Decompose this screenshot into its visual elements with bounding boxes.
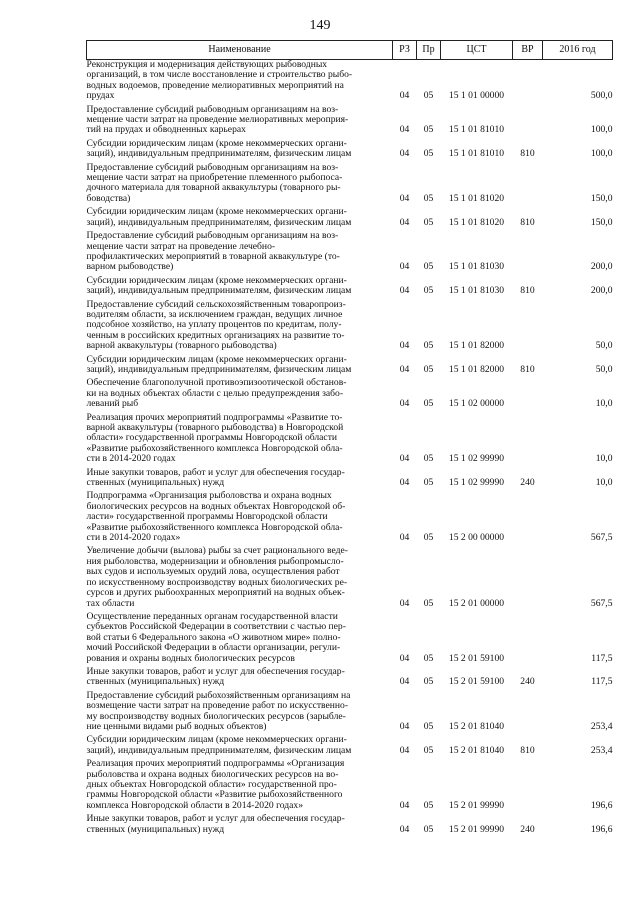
row-rz <box>393 413 417 468</box>
row-rz <box>393 612 417 667</box>
row-rz-text: 04 <box>399 363 410 375</box>
row-vr-text: 810 <box>520 148 535 160</box>
row-rz <box>393 355 417 379</box>
header-pr: Пр <box>417 41 441 60</box>
row-name-text: Реализация прочих мероприятий подпрограммы «Организация рыболовства и охрана водных биологических ресурсов на во- дных объектах Новгородской области» государственной про- граммы Новгородской области «Развитие рыбохозяйственного комплекса Новгородской области в 2014-2020 годах» <box>86 758 345 811</box>
row-vr <box>513 355 543 379</box>
row-cst-text: 15 2 01 81040 <box>448 744 505 756</box>
table-row <box>87 207 613 231</box>
row-pr <box>417 300 441 355</box>
row-pr-text: 05 <box>423 192 434 204</box>
row-cst <box>441 231 513 276</box>
row-pr <box>417 546 441 611</box>
row-vr-text: 810 <box>520 363 535 375</box>
row-vr-text: 240 <box>520 477 535 489</box>
row-cst-text: 15 1 01 81030 <box>448 261 505 273</box>
row-pr-text: 05 <box>423 532 434 544</box>
row-cst <box>441 300 513 355</box>
row-name-text: Предоставление субсидий рыбоводным организациям на воз- мещение части затрат на проведение лечебно- профилактических мероприятий в товарной аквакультуре (то- варном рыбоводстве) <box>86 230 340 273</box>
row-amount <box>543 276 613 300</box>
row-vr-text: 810 <box>520 744 535 756</box>
row-cst <box>441 105 513 139</box>
row-vr <box>513 300 543 355</box>
row-rz-text: 04 <box>399 799 410 811</box>
table-row <box>87 105 613 139</box>
row-vr <box>513 60 543 105</box>
row-rz-text: 04 <box>399 477 410 489</box>
row-cst-text: 15 2 01 00000 <box>448 597 505 609</box>
row-name-text: Субсидии юридическим лицам (кроме некоммерческих органи- заций), индивидуальным предпринимателям, физическим лицам <box>86 274 352 297</box>
row-cst-text: 15 1 01 81030 <box>448 285 505 297</box>
row-pr-text: 05 <box>423 652 434 664</box>
row-name <box>87 759 393 814</box>
row-name <box>87 105 393 139</box>
row-vr-text: 810 <box>520 285 535 297</box>
row-rz <box>393 814 417 838</box>
row-pr-text: 05 <box>423 453 434 465</box>
row-pr <box>417 691 441 736</box>
row-vr <box>513 612 543 667</box>
row-cst <box>441 468 513 492</box>
row-pr-text: 05 <box>423 398 434 410</box>
table-row <box>87 355 613 379</box>
row-rz-text: 04 <box>399 453 410 465</box>
row-amount-text: 196,6 <box>590 799 613 811</box>
row-cst <box>441 546 513 611</box>
table-header-row <box>87 41 613 60</box>
row-pr <box>417 759 441 814</box>
row-pr-text: 05 <box>423 124 434 136</box>
row-pr <box>417 163 441 208</box>
table-row <box>87 276 613 300</box>
row-amount <box>543 378 613 412</box>
row-pr <box>417 491 441 546</box>
row-pr-text: 05 <box>423 285 434 297</box>
row-amount-text: 50,0 <box>595 340 613 352</box>
row-name <box>87 691 393 736</box>
row-amount <box>543 105 613 139</box>
row-rz <box>393 105 417 139</box>
row-vr <box>513 163 543 208</box>
row-pr-text: 05 <box>423 597 434 609</box>
row-amount <box>543 163 613 208</box>
row-amount-text: 10,0 <box>595 477 613 489</box>
row-pr <box>417 60 441 105</box>
row-cst-text: 15 1 02 99990 <box>448 453 505 465</box>
row-vr-text: 240 <box>520 823 535 835</box>
row-name-text: Обеспечение благополучной противоэпизоотической обстанов- ки на водных объектах области с целью предупреждения забо- леваний рыб <box>86 377 347 410</box>
table-row <box>87 60 613 105</box>
row-pr <box>417 735 441 759</box>
row-name-text: Предоставление субсидий рыбоводным организациям на воз- мещение части затрат на проведение мелиоративных мероприя- тий на прудах и обводненных карьерах <box>86 103 349 136</box>
row-name <box>87 814 393 838</box>
row-rz-text: 04 <box>399 261 410 273</box>
row-pr-text: 05 <box>423 676 434 688</box>
row-amount <box>543 300 613 355</box>
row-pr <box>417 814 441 838</box>
row-name <box>87 355 393 379</box>
row-cst-text: 15 1 01 81010 <box>448 148 505 160</box>
row-rz-text: 04 <box>399 532 410 544</box>
row-vr <box>513 814 543 838</box>
row-rz <box>393 163 417 208</box>
table-row <box>87 546 613 611</box>
row-amount-text: 117,5 <box>591 652 613 664</box>
row-cst-text: 15 1 01 82000 <box>448 363 505 375</box>
row-amount <box>543 612 613 667</box>
row-rz <box>393 207 417 231</box>
row-rz <box>393 491 417 546</box>
row-amount <box>543 207 613 231</box>
row-rz-text: 04 <box>399 285 410 297</box>
row-vr <box>513 276 543 300</box>
row-rz <box>393 735 417 759</box>
row-name <box>87 231 393 276</box>
table-row <box>87 667 613 691</box>
row-amount-text: 567,5 <box>590 597 613 609</box>
row-pr-text: 05 <box>423 90 434 102</box>
row-vr <box>513 546 543 611</box>
row-name <box>87 139 393 163</box>
row-amount-text: 253,4 <box>590 720 613 732</box>
row-pr <box>417 276 441 300</box>
row-vr <box>513 413 543 468</box>
header-year: 2016 год <box>543 41 613 60</box>
row-rz <box>393 60 417 105</box>
row-amount-text: 150,0 <box>590 216 613 228</box>
table-row <box>87 300 613 355</box>
row-amount <box>543 231 613 276</box>
row-rz-text: 04 <box>399 340 410 352</box>
row-name-text: Осуществление переданных органам государственной власти субъектов Российской Федерации в соответствии с частью пер- вой статьи 6 Федерального закона «О животном мире» полно- мочий Российской Федерации в области организации, регули- рования и охраны водных биологических ресурсов <box>86 610 346 664</box>
table-row <box>87 691 613 736</box>
row-cst-text: 15 2 01 59100 <box>448 652 505 664</box>
row-amount <box>543 413 613 468</box>
row-amount-text: 100,0 <box>590 124 613 136</box>
row-pr <box>417 355 441 379</box>
row-name-text: Предоставление субсидий сельскохозяйственным товаропроиз- водителям области, за исключением граждан, ведущих личное подсобное хозяйство, на уплату процентов по кредитам, полу- ченным в российских кредитных организациях на развитие то- варной аквакультуры (товарного рыбоводства) <box>86 298 346 352</box>
row-cst <box>441 491 513 546</box>
table-row <box>87 163 613 208</box>
row-rz-text: 04 <box>399 148 410 160</box>
row-pr-text: 05 <box>423 823 434 835</box>
row-rz <box>393 759 417 814</box>
row-amount <box>543 667 613 691</box>
row-cst-text: 15 1 01 82000 <box>448 340 505 352</box>
row-pr <box>417 667 441 691</box>
row-vr <box>513 207 543 231</box>
row-pr-text: 05 <box>423 261 434 273</box>
row-rz <box>393 139 417 163</box>
row-amount-text: 196,6 <box>590 823 613 835</box>
row-name-text: Реализация прочих мероприятий подпрограммы «Развитие то- варной аквакультуры (товарного рыбоводства) в Новгородской области» государственной программы Новгородской области «Развитие рыбохозяйственного комплекса Новгородской обла- сти в 2014-2020 годах <box>86 411 344 465</box>
row-cst-text: 15 1 01 00000 <box>448 90 505 102</box>
header-name: Наименование <box>87 41 393 60</box>
row-name-text: Субсидии юридическим лицам (кроме некоммерческих органи- заций), индивидуальным предпринимателям, физическим лицам <box>86 734 352 756</box>
row-vr <box>513 667 543 691</box>
row-amount <box>543 691 613 736</box>
row-rz-text: 04 <box>399 124 410 136</box>
row-pr <box>417 468 441 492</box>
row-name <box>87 546 393 611</box>
row-pr <box>417 105 441 139</box>
row-pr-text: 05 <box>423 477 434 489</box>
row-vr <box>513 231 543 276</box>
row-vr-text: 240 <box>520 676 535 688</box>
row-amount <box>543 491 613 546</box>
row-name <box>87 667 393 691</box>
row-cst <box>441 163 513 208</box>
row-name-text: Предоставление субсидий рыбохозяйственным организациям на возмещение части затрат на проведение работ по искусственно- му воспроизводству водных биологических ресурсов (зарыбле- ние ценными видами рыб водных объектов) <box>86 689 351 732</box>
row-cst <box>441 759 513 814</box>
table-row <box>87 378 613 412</box>
row-amount-text: 50,0 <box>595 363 613 375</box>
row-rz <box>393 546 417 611</box>
row-amount <box>543 814 613 838</box>
row-name-text: Иные закупки товаров, работ и услуг для обеспечения государ- ственных (муниципальных) нужд <box>86 813 345 835</box>
row-amount-text: 200,0 <box>590 261 613 273</box>
row-cst <box>441 814 513 838</box>
row-pr <box>417 413 441 468</box>
row-name-text: Субсидии юридическим лицам (кроме некоммерческих органи- заций), индивидуальным предпринимателям, физическим лицам <box>86 206 352 228</box>
row-amount <box>543 355 613 379</box>
row-amount-text: 100,0 <box>590 148 613 160</box>
row-amount-text: 117,5 <box>591 676 613 688</box>
header-vr: ВР <box>513 41 543 60</box>
row-name-text: Субсидии юридическим лицам (кроме некоммерческих органи- заций), индивидуальным предпринимателям, физическим лицам <box>86 353 352 375</box>
row-vr <box>513 491 543 546</box>
row-name <box>87 276 393 300</box>
row-amount <box>543 468 613 492</box>
row-name <box>87 735 393 759</box>
row-name <box>87 300 393 355</box>
table-row <box>87 759 613 814</box>
row-cst <box>441 667 513 691</box>
row-cst-text: 15 1 02 99990 <box>448 477 505 489</box>
row-vr-text: 810 <box>520 216 535 228</box>
row-vr <box>513 468 543 492</box>
row-rz-text: 04 <box>399 192 410 204</box>
row-cst-text: 15 2 01 81040 <box>448 720 505 732</box>
table-row <box>87 814 613 838</box>
row-amount-text: 10,0 <box>595 398 613 410</box>
row-name-text: Реконструкция и модернизация действующих рыбоводных организаций, в том числе восстановление и строительство рыбо- водных водоемов, проведение мелиоративных мероприятий на прудах <box>86 59 353 102</box>
row-cst <box>441 355 513 379</box>
row-vr <box>513 105 543 139</box>
row-rz-text: 04 <box>399 597 410 609</box>
header-rz: РЗ <box>393 41 417 60</box>
header-cst: ЦСТ <box>441 41 513 60</box>
row-amount <box>543 759 613 814</box>
row-cst <box>441 60 513 105</box>
row-cst-text: 15 2 01 99990 <box>448 799 505 811</box>
row-cst <box>441 612 513 667</box>
row-rz <box>393 468 417 492</box>
row-name <box>87 378 393 412</box>
row-pr-text: 05 <box>423 744 434 756</box>
row-name <box>87 163 393 208</box>
row-rz-text: 04 <box>399 90 410 102</box>
row-name <box>87 207 393 231</box>
row-name-text: Субсидии юридическим лицам (кроме некоммерческих органи- заций), индивидуальным предпринимателям, физическим лицам <box>86 137 352 160</box>
row-pr <box>417 207 441 231</box>
row-amount <box>543 60 613 105</box>
row-vr <box>513 691 543 736</box>
table-row <box>87 735 613 759</box>
row-pr <box>417 231 441 276</box>
row-cst <box>441 378 513 412</box>
row-pr <box>417 139 441 163</box>
row-name-text: Иные закупки товаров, работ и услуг для обеспечения государ- ственных (муниципальных) нужд <box>86 665 345 688</box>
row-vr <box>513 378 543 412</box>
row-cst-text: 15 1 01 81010 <box>448 124 505 136</box>
row-name <box>87 491 393 546</box>
row-pr <box>417 378 441 412</box>
table-row <box>87 139 613 163</box>
row-amount-text: 253,4 <box>590 744 613 756</box>
row-name <box>87 413 393 468</box>
row-cst <box>441 735 513 759</box>
row-rz-text: 04 <box>399 652 410 664</box>
row-name <box>87 468 393 492</box>
row-amount-text: 500,0 <box>590 90 613 102</box>
row-rz-text: 04 <box>399 744 410 756</box>
row-amount-text: 10,0 <box>595 453 613 465</box>
row-amount <box>543 735 613 759</box>
row-pr-text: 05 <box>423 340 434 352</box>
page-number: 149 <box>309 18 331 33</box>
row-rz <box>393 276 417 300</box>
row-name-text: Подпрограмма «Организация рыболовства и охрана водных биологических ресурсов на водных объектах Новгородской об- ласти» государственной программы Новгородской области «Развитие рыбохозяйственного комплекса Новгородской обла- сти в 2014-2020 годах» <box>86 490 346 544</box>
row-vr <box>513 735 543 759</box>
row-cst <box>441 413 513 468</box>
row-rz-text: 04 <box>399 720 410 732</box>
row-amount-text: 200,0 <box>590 285 613 297</box>
row-pr-text: 05 <box>423 363 434 375</box>
row-rz-text: 04 <box>399 216 410 228</box>
table-row <box>87 231 613 276</box>
row-cst <box>441 207 513 231</box>
row-amount-text: 567,5 <box>590 532 613 544</box>
row-rz <box>393 691 417 736</box>
row-vr <box>513 759 543 814</box>
row-cst-text: 15 1 01 81020 <box>448 216 505 228</box>
row-cst <box>441 691 513 736</box>
row-cst-text: 15 2 00 00000 <box>448 532 505 544</box>
row-amount <box>543 139 613 163</box>
row-cst-text: 15 2 01 59100 <box>448 676 505 688</box>
row-cst-text: 15 1 02 00000 <box>448 398 505 410</box>
row-amount-text: 150,0 <box>590 192 613 204</box>
row-cst <box>441 139 513 163</box>
row-rz-text: 04 <box>399 676 410 688</box>
row-cst <box>441 276 513 300</box>
row-name <box>87 612 393 667</box>
row-pr-text: 05 <box>423 148 434 160</box>
row-amount <box>543 546 613 611</box>
row-cst-text: 15 2 01 99990 <box>448 823 505 835</box>
row-pr-text: 05 <box>423 216 434 228</box>
table-row <box>87 413 613 468</box>
budget-table <box>86 40 613 838</box>
row-name-text: Иные закупки товаров, работ и услуг для обеспечения государ- ственных (муниципальных) нужд <box>86 466 345 489</box>
row-rz <box>393 667 417 691</box>
row-rz-text: 04 <box>399 398 410 410</box>
row-name <box>87 60 393 105</box>
table-row <box>87 468 613 492</box>
row-pr-text: 05 <box>423 799 434 811</box>
row-rz <box>393 378 417 412</box>
row-pr <box>417 612 441 667</box>
table-row <box>87 612 613 667</box>
row-rz <box>393 300 417 355</box>
row-name-text: Предоставление субсидий рыбоводным организациям на воз- мещение части затрат на приобретение племенного рыбопоса- дочного материала для товарной аквакультуры (товарного ры- боводства) <box>86 161 343 204</box>
row-cst-text: 15 1 01 81020 <box>448 192 505 204</box>
row-name-text: Увеличение добычи (вылова) рыбы за счет рационального веде- ния рыболовства, модернизации и обновления рыбопромысло- вых судов и используемых орудий лова, осуществления работ по искусственному воспроизводству водных биологических ре- сурсов и других рыбоохранных мероприятий на водных объек- тах области <box>86 545 348 609</box>
row-rz-text: 04 <box>399 823 410 835</box>
table-row <box>87 491 613 546</box>
row-pr-text: 05 <box>423 720 434 732</box>
row-vr <box>513 139 543 163</box>
row-rz <box>393 231 417 276</box>
